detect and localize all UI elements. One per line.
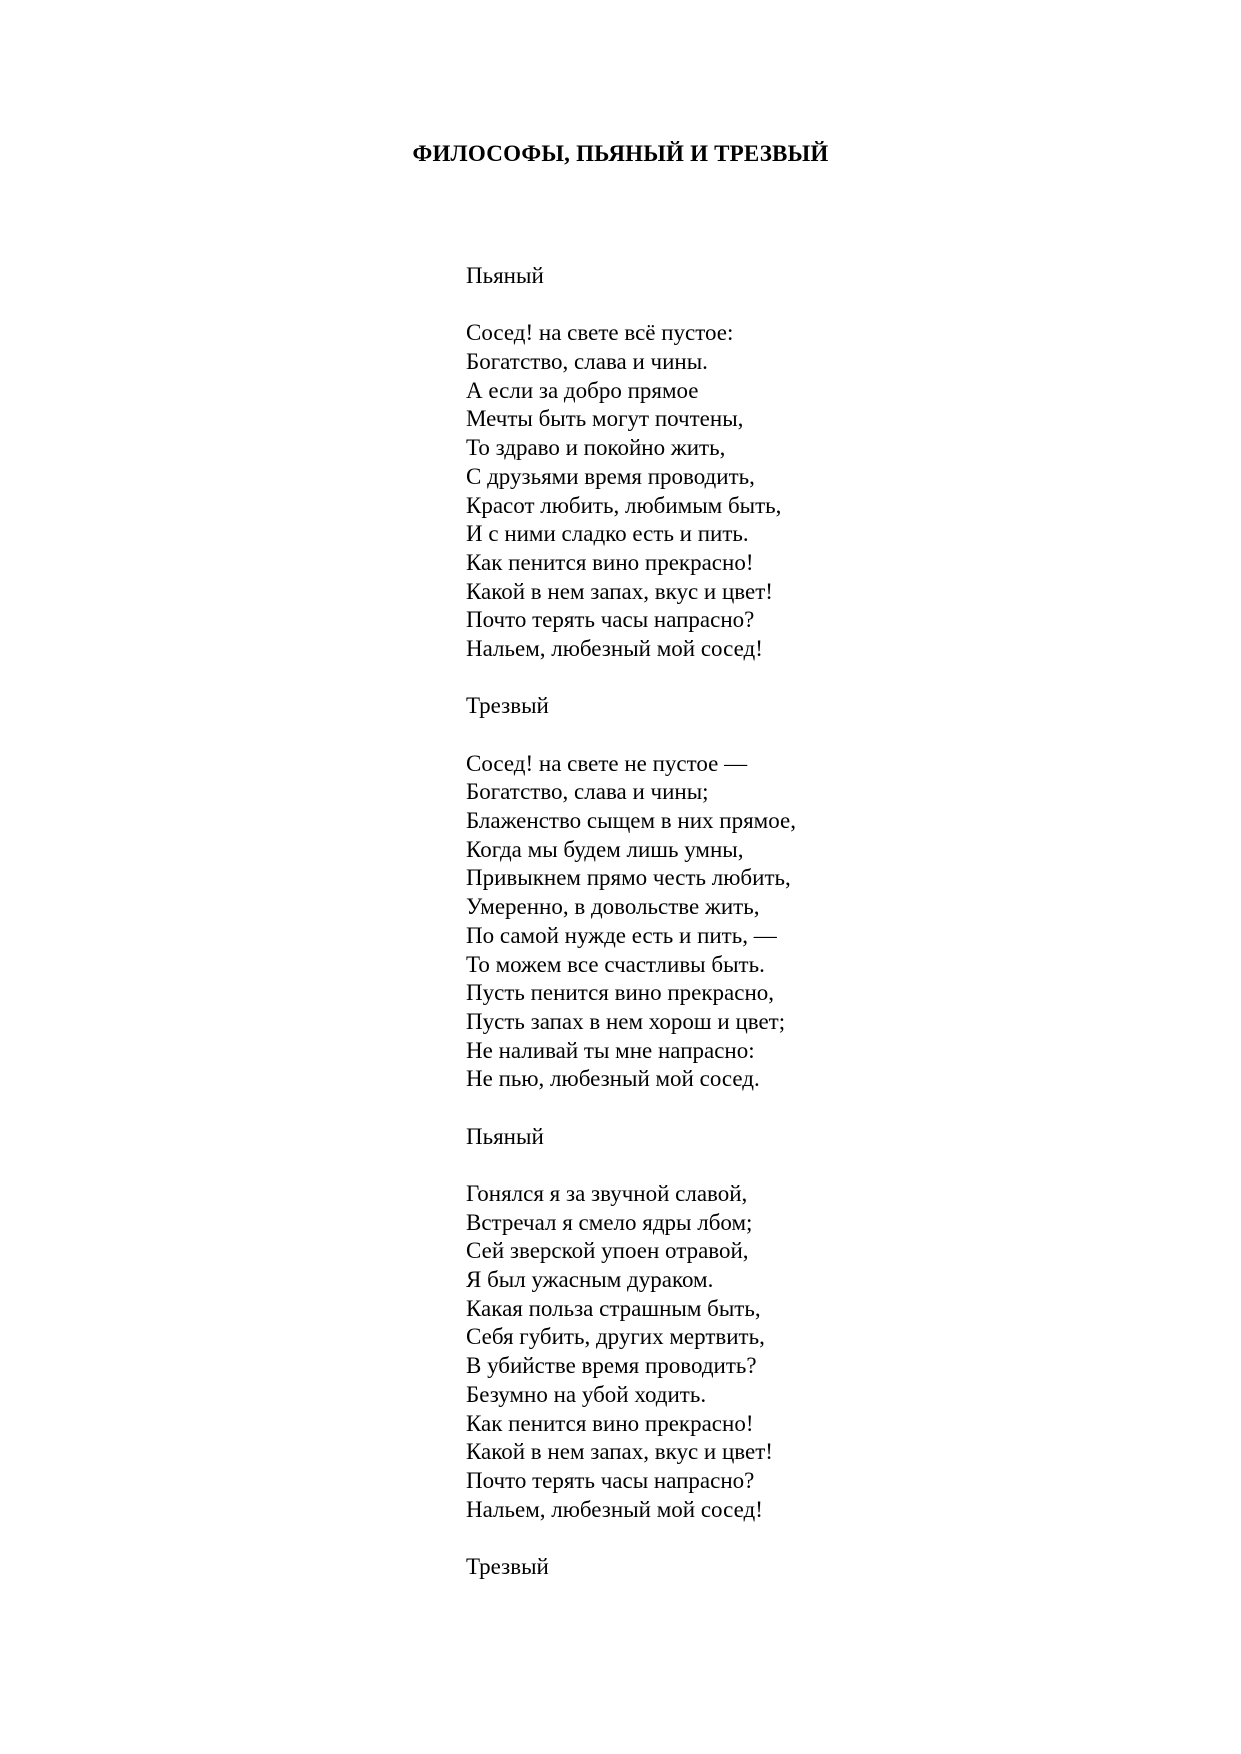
- verse-line: То здраво и покойно жить,: [466, 435, 726, 461]
- verse-line: По самой нужде есть и пить, —: [466, 922, 777, 948]
- speaker-label: Трезвый: [466, 1553, 549, 1579]
- verse-line: И с ними сладко есть и пить.: [466, 521, 749, 547]
- verse-line: Встречал я смело ядры лбом;: [466, 1209, 753, 1235]
- verse-line: Пусть запах в нем хорош и цвет;: [466, 1008, 786, 1034]
- verse-line: Безумно на убой ходить.: [466, 1381, 707, 1407]
- verse-line: Привыкнем прямо честь любить,: [466, 865, 791, 891]
- verse-line: Сей зверской упоен отравой,: [466, 1238, 749, 1264]
- verse-line: Нальем, любезный мой сосед!: [466, 635, 763, 661]
- verse-line: Сосед! на свете всё пустое:: [466, 320, 734, 346]
- poem-title: ФИЛОСОФЫ, ПЬЯНЫЙ И ТРЕЗВЫЙ: [412, 141, 829, 166]
- verse-line: Не пью, любезный мой сосед.: [466, 1066, 760, 1092]
- verse-line: Почто терять часы напрасно?: [466, 1467, 755, 1493]
- verse-line: Пусть пенится вино прекрасно,: [466, 980, 775, 1006]
- verse-line: Гонялся я за звучной славой,: [466, 1181, 748, 1206]
- stanza: [466, 750, 1166, 1094]
- verse-line: Я был ужасным дураком.: [466, 1267, 714, 1293]
- verse-line: Не наливай ты мне напрасно:: [466, 1037, 755, 1063]
- verse-line: Нальем, любезный мой сосед!: [466, 1496, 763, 1522]
- verse-line: А если за добро прямое: [466, 377, 699, 403]
- verse-line: То можем все счастливы быть.: [466, 951, 765, 977]
- verse-line: Красот любить, любимым быть,: [466, 492, 782, 518]
- verse-line: Богатство, слава и чины;: [466, 779, 709, 805]
- poem-body: [466, 262, 1166, 1582]
- speaker-label: Пьяный: [466, 1123, 544, 1149]
- verse-line: Почто терять часы напрасно?: [466, 607, 755, 633]
- verse-line: Сосед! на свете не пустое —: [466, 750, 748, 776]
- verse-line: Мечты быть могут почтены,: [466, 406, 744, 432]
- verse-line: Богатство, слава и чины.: [466, 349, 708, 375]
- verse-line: Себя губить, других мертвить,: [466, 1324, 765, 1350]
- verse-line: Как пенится вино прекрасно!: [466, 549, 754, 575]
- verse-line: С друзьями время проводить,: [466, 463, 755, 489]
- verse-line: Какой в нем запах, вкус и цвет!: [466, 578, 773, 604]
- stanza: [466, 319, 1166, 663]
- verse-line: Какой в нем запах, вкус и цвет!: [466, 1439, 773, 1465]
- verse-line: Блаженство сыщем в них прямое,: [466, 808, 796, 834]
- verse-line: Какая польза страшным быть,: [466, 1295, 761, 1321]
- verse-line: Умеренно, в довольстве жить,: [466, 894, 760, 920]
- stanza: [466, 1180, 1166, 1524]
- verse-line: В убийстве время проводить?: [466, 1353, 757, 1379]
- speaker-label: Пьяный: [466, 263, 544, 288]
- verse-line: Когда мы будем лишь умны,: [466, 836, 744, 862]
- speaker-label: Трезвый: [466, 693, 549, 719]
- verse-line: Как пенится вино прекрасно!: [466, 1410, 754, 1436]
